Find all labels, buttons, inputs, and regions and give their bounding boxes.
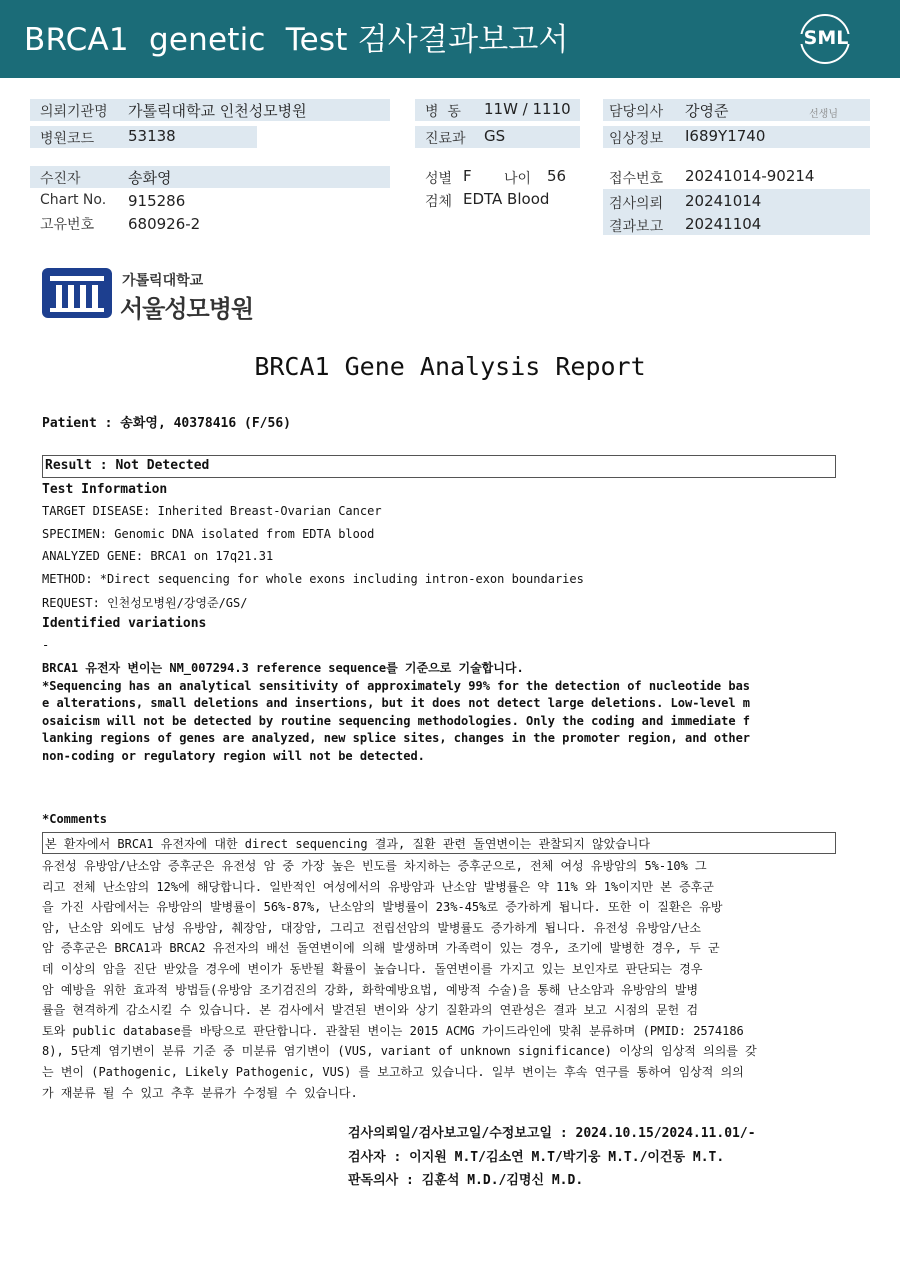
hospital-name-small: 가톨릭대학교 [122,273,204,289]
reception-value: 20241014-90214 [685,167,815,185]
comment-line: 암 예방을 위한 효과적 방법들(유방암 조기검진의 강화, 화학예방요법, 예방적 수술)을 통해 난소암과 유방암의 발병 [42,982,699,997]
result-line: Result : Not Detected [45,458,210,473]
report-header-title: BRCA1 genetic Test 검사결과보고서 [24,22,569,58]
request-date-label: 검사의뢰 [609,196,664,212]
variations-value: - [42,638,50,652]
analyzed-gene: ANALYZED GENE: BRCA1 on 17q21.31 [42,549,274,563]
comment-box-text: 본 환자에서 BRCA1 유전자에 대한 direct sequencing 결과, 질환 관련 돌연변이는 관찰되지 않았습니다 [45,837,650,851]
comment-line: 가 재분류 될 수 있고 추후 분류가 수정될 수 있습니다. [42,1085,358,1100]
age-value: 56 [547,167,567,185]
sml-logo: SML [803,27,849,49]
reference-line: BRCA1 유전자 변이는 NM_007294.3 reference sequence를 기준으로 기술합니다. [42,661,524,675]
sex-label: 성별 [425,171,453,187]
signature-technicians: 검사자 : 이지원 M.T/김소연 M.T/박기웅 M.T./이건동 M.T. [348,1149,725,1165]
hospital-name-large: 서울성모병원 [120,295,254,323]
uid-label: 고유번호 [40,217,95,233]
doctor-suffix: 선생님 [809,109,838,120]
method-line: METHOD: *Direct sequencing for whole exons including intron-exon boundaries [42,572,584,586]
institution-value: 가톨릭대학교 인천성모병원 [128,102,307,120]
patient-row-bg [30,166,390,188]
comment-line: 데 이상의 암을 진단 받았을 경우에 변이가 동반될 확률이 높습니다. 돌연변이를 가지고 있는 보인자로 판단되는 경우 [42,961,703,976]
sensitivity-line: e alterations, small deletions and insertions, but it does not detect large deletions. Low-level m [42,696,751,711]
hospital-emblem-icon [42,268,112,318]
sex-value: F [463,167,472,185]
chart-label: Chart No. [40,192,107,208]
comment-line: 8), 5단계 염기변이 분류 기준 중 미분류 염기변이 (VUS, variant of unknown significance) 이상의 임상적 의의를 갖 [42,1044,757,1059]
comment-line: 을 가진 사람에서는 유방암의 발병률이 56%-87%, 난소암의 발병률이 23%-45%로 증가하게 됩니다. 또한 이 질환은 유방 [42,900,723,915]
sensitivity-paragraph [42,678,750,765]
comment-line: 리고 전체 난소암의 12%에 해당합니다. 일반적인 여성에서의 유방암과 난소암 발병률은 약 11% 와 1%이지만 본 증후군 [42,879,714,894]
hospital-code-label: 병원코드 [40,131,95,147]
hospital-code-value: 53138 [128,127,176,145]
patient-value: 송화영 [128,169,172,187]
comment-line: 률을 현격하게 감소시킬 수 있습니다. 본 검사에서 발견된 변이와 상기 질환과의 연관성은 결과 보고 시점의 문헌 검 [42,1003,699,1018]
doctor-value: 강영준 [685,102,729,120]
age-label: 나이 [504,171,532,187]
report-title: BRCA1 Gene Analysis Report [254,352,646,381]
test-info-heading: Test Information [42,482,168,497]
ward-value: 11W / 1110 [484,100,571,118]
sensitivity-line: osaicism will not be detected by routine sequencing methodologies. Only the coding and immediate f [42,713,751,728]
signature-physicians: 판독의사 : 김훈석 M.D./김명신 M.D. [348,1173,584,1188]
comment-line: 토와 public database를 바탕으로 판단합니다. 관찰된 변이는 2015 ACMG 가이드라인에 맞춰 분류하며 (PMID: 2574186 [42,1023,744,1038]
comment-line: 는 변이 (Pathogenic, Likely Pathogenic, VUS) 를 보고하고 있습니다. 일부 변이는 후속 연구를 통하여 임상적 의의 [42,1064,744,1079]
specimen-label: 검체 [425,194,453,210]
patient-line: Patient : 송화영, 40378416 (F/56) [42,416,291,431]
comments-paragraph [42,856,757,1103]
target-disease: TARGET DISEASE: Inherited Breast-Ovarian Cancer [42,504,382,518]
dept-value: GS [484,127,506,145]
request-date-value: 20241014 [685,192,762,210]
report-date-value: 20241104 [685,215,762,233]
sensitivity-line: lanking regions of genes are analyzed, new splice sites, changes in the promoter region, and other [42,731,751,746]
sensitivity-line: *Sequencing has an analytical sensitivity of approximately 99% for the detection of nucleotide bas [42,679,751,693]
header-bar [0,0,900,78]
institution-label: 의뢰기관명 [40,104,108,120]
comments-heading: *Comments [42,812,108,826]
dept-label: 진료과 [425,131,466,147]
specimen-value: EDTA Blood [463,190,550,208]
uid-value: 680926-2 [128,215,201,233]
comment-line: 암, 난소암 외에도 남성 유방암, 췌장암, 대장암, 그리고 전립선암의 발병률도 증가하게 됩니다. 유전성 유방암/난소 [42,920,701,935]
patient-label: 수진자 [40,171,81,187]
report-date-label: 결과보고 [609,219,664,235]
chart-value: 915286 [128,192,186,210]
comment-line: 유전성 유방암/난소암 증후군은 유전성 암 중 가장 높은 빈도를 차지하는 증후군으로, 전체 여성 유방암의 5%-10% 그 [42,859,707,873]
clinical-value: I689Y1740 [685,127,766,145]
ward-label: 병 동 [425,104,461,120]
sensitivity-line: non-coding or regulatory region will not be detected. [42,748,425,763]
request-line: REQUEST: 인천성모병원/강영준/GS/ [42,596,248,610]
specimen-line: SPECIMEN: Genomic DNA isolated from EDTA blood [42,527,375,541]
clinical-label: 임상정보 [609,131,664,147]
variations-heading: Identified variations [42,616,207,631]
signature-dates: 검사의뢰일/검사보고일/수정보고일 : 2024.10.15/2024.11.01/- [348,1126,756,1141]
doctor-label: 담당의사 [609,104,664,120]
comment-line: 암 증후군은 BRCA1과 BRCA2 유전자의 배선 돌연변이에 의해 발생하며 가족력이 있는 경우, 조기에 발병한 경우, 두 군 [42,941,720,956]
reception-label: 접수번호 [609,171,664,187]
signature-block [348,1122,756,1193]
